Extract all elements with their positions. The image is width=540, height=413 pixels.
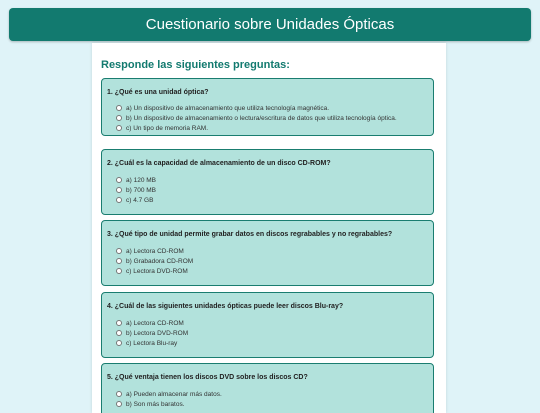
option-label: a) Lectora CD-ROM — [126, 247, 184, 255]
question-card-5 — [101, 363, 434, 413]
page-title: Cuestionario sobre Unidades Ópticas — [145, 16, 395, 33]
answer-option-3b[interactable] — [116, 256, 193, 266]
answer-option-3c[interactable] — [116, 266, 188, 276]
radio-button[interactable] — [116, 268, 122, 274]
radio-button[interactable] — [116, 187, 122, 193]
answer-option-1a[interactable] — [116, 103, 329, 113]
option-label: b) Son más baratos. — [126, 400, 185, 408]
radio-button[interactable] — [116, 197, 122, 203]
option-label: a) Lectora CD-ROM — [126, 319, 184, 327]
question-card-2 — [101, 149, 434, 215]
answer-option-5a[interactable] — [116, 389, 222, 399]
answer-option-4b[interactable] — [116, 328, 188, 338]
option-label: c) Lectora Blu-ray — [126, 339, 178, 347]
radio-button[interactable] — [116, 248, 122, 254]
radio-button[interactable] — [116, 125, 122, 131]
answer-option-2a[interactable] — [116, 175, 156, 185]
radio-button[interactable] — [116, 177, 122, 183]
answer-option-4a[interactable] — [116, 318, 184, 328]
question-card-1 — [101, 78, 434, 136]
radio-button[interactable] — [116, 115, 122, 121]
radio-button[interactable] — [116, 105, 122, 111]
page-header — [9, 8, 531, 41]
radio-button[interactable] — [116, 401, 122, 407]
quiz-form — [92, 43, 446, 413]
option-label: b) Lectora DVD-ROM — [126, 329, 189, 337]
answer-option-2b[interactable] — [116, 185, 156, 195]
option-label: a) Pueden almacenar más datos. — [126, 390, 222, 398]
radio-button[interactable] — [116, 330, 122, 336]
question-text: 1. ¿Qué es una unidad óptica? — [107, 89, 209, 96]
answer-option-2c[interactable] — [116, 195, 153, 205]
option-label: b) Grabadora CD-ROM — [126, 257, 194, 265]
option-label: c) 4.7 GB — [126, 196, 154, 204]
radio-button[interactable] — [116, 258, 122, 264]
question-card-3 — [101, 220, 434, 286]
radio-button[interactable] — [116, 391, 122, 397]
quiz-instructions: Responde las siguientes preguntas: — [101, 59, 290, 71]
question-text: 3. ¿Qué tipo de unidad permite grabar datos en discos regrabables y no regrabables? — [107, 231, 393, 238]
answer-option-1b[interactable] — [116, 113, 397, 123]
radio-button[interactable] — [116, 320, 122, 326]
answer-option-1c[interactable] — [116, 123, 208, 133]
option-label: a) Un dispositivo de almacenamiento que utiliza tecnología magnética. — [126, 104, 330, 112]
option-label: c) Un tipo de memoria RAM. — [126, 124, 208, 132]
option-label: a) 120 MB — [126, 176, 156, 184]
radio-button[interactable] — [116, 340, 122, 346]
option-label: c) Lectora DVD-ROM — [126, 267, 188, 275]
answer-option-5b[interactable] — [116, 399, 185, 409]
option-label: b) 700 MB — [126, 186, 156, 194]
question-text: 4. ¿Cuál de las siguientes unidades ópticas puede leer discos Blu-ray? — [107, 303, 344, 310]
question-card-4 — [101, 292, 434, 358]
option-label: b) Un dispositivo de almacenamiento o lectura/escritura de datos que utiliza tecnología óptica. — [126, 114, 397, 122]
question-text: 2. ¿Cuál es la capacidad de almacenamiento de un disco CD-ROM? — [107, 160, 331, 167]
question-text: 5. ¿Qué ventaja tienen los discos DVD sobre los discos CD? — [107, 374, 308, 381]
answer-option-3a[interactable] — [116, 246, 184, 256]
answer-option-4c[interactable] — [116, 338, 177, 348]
